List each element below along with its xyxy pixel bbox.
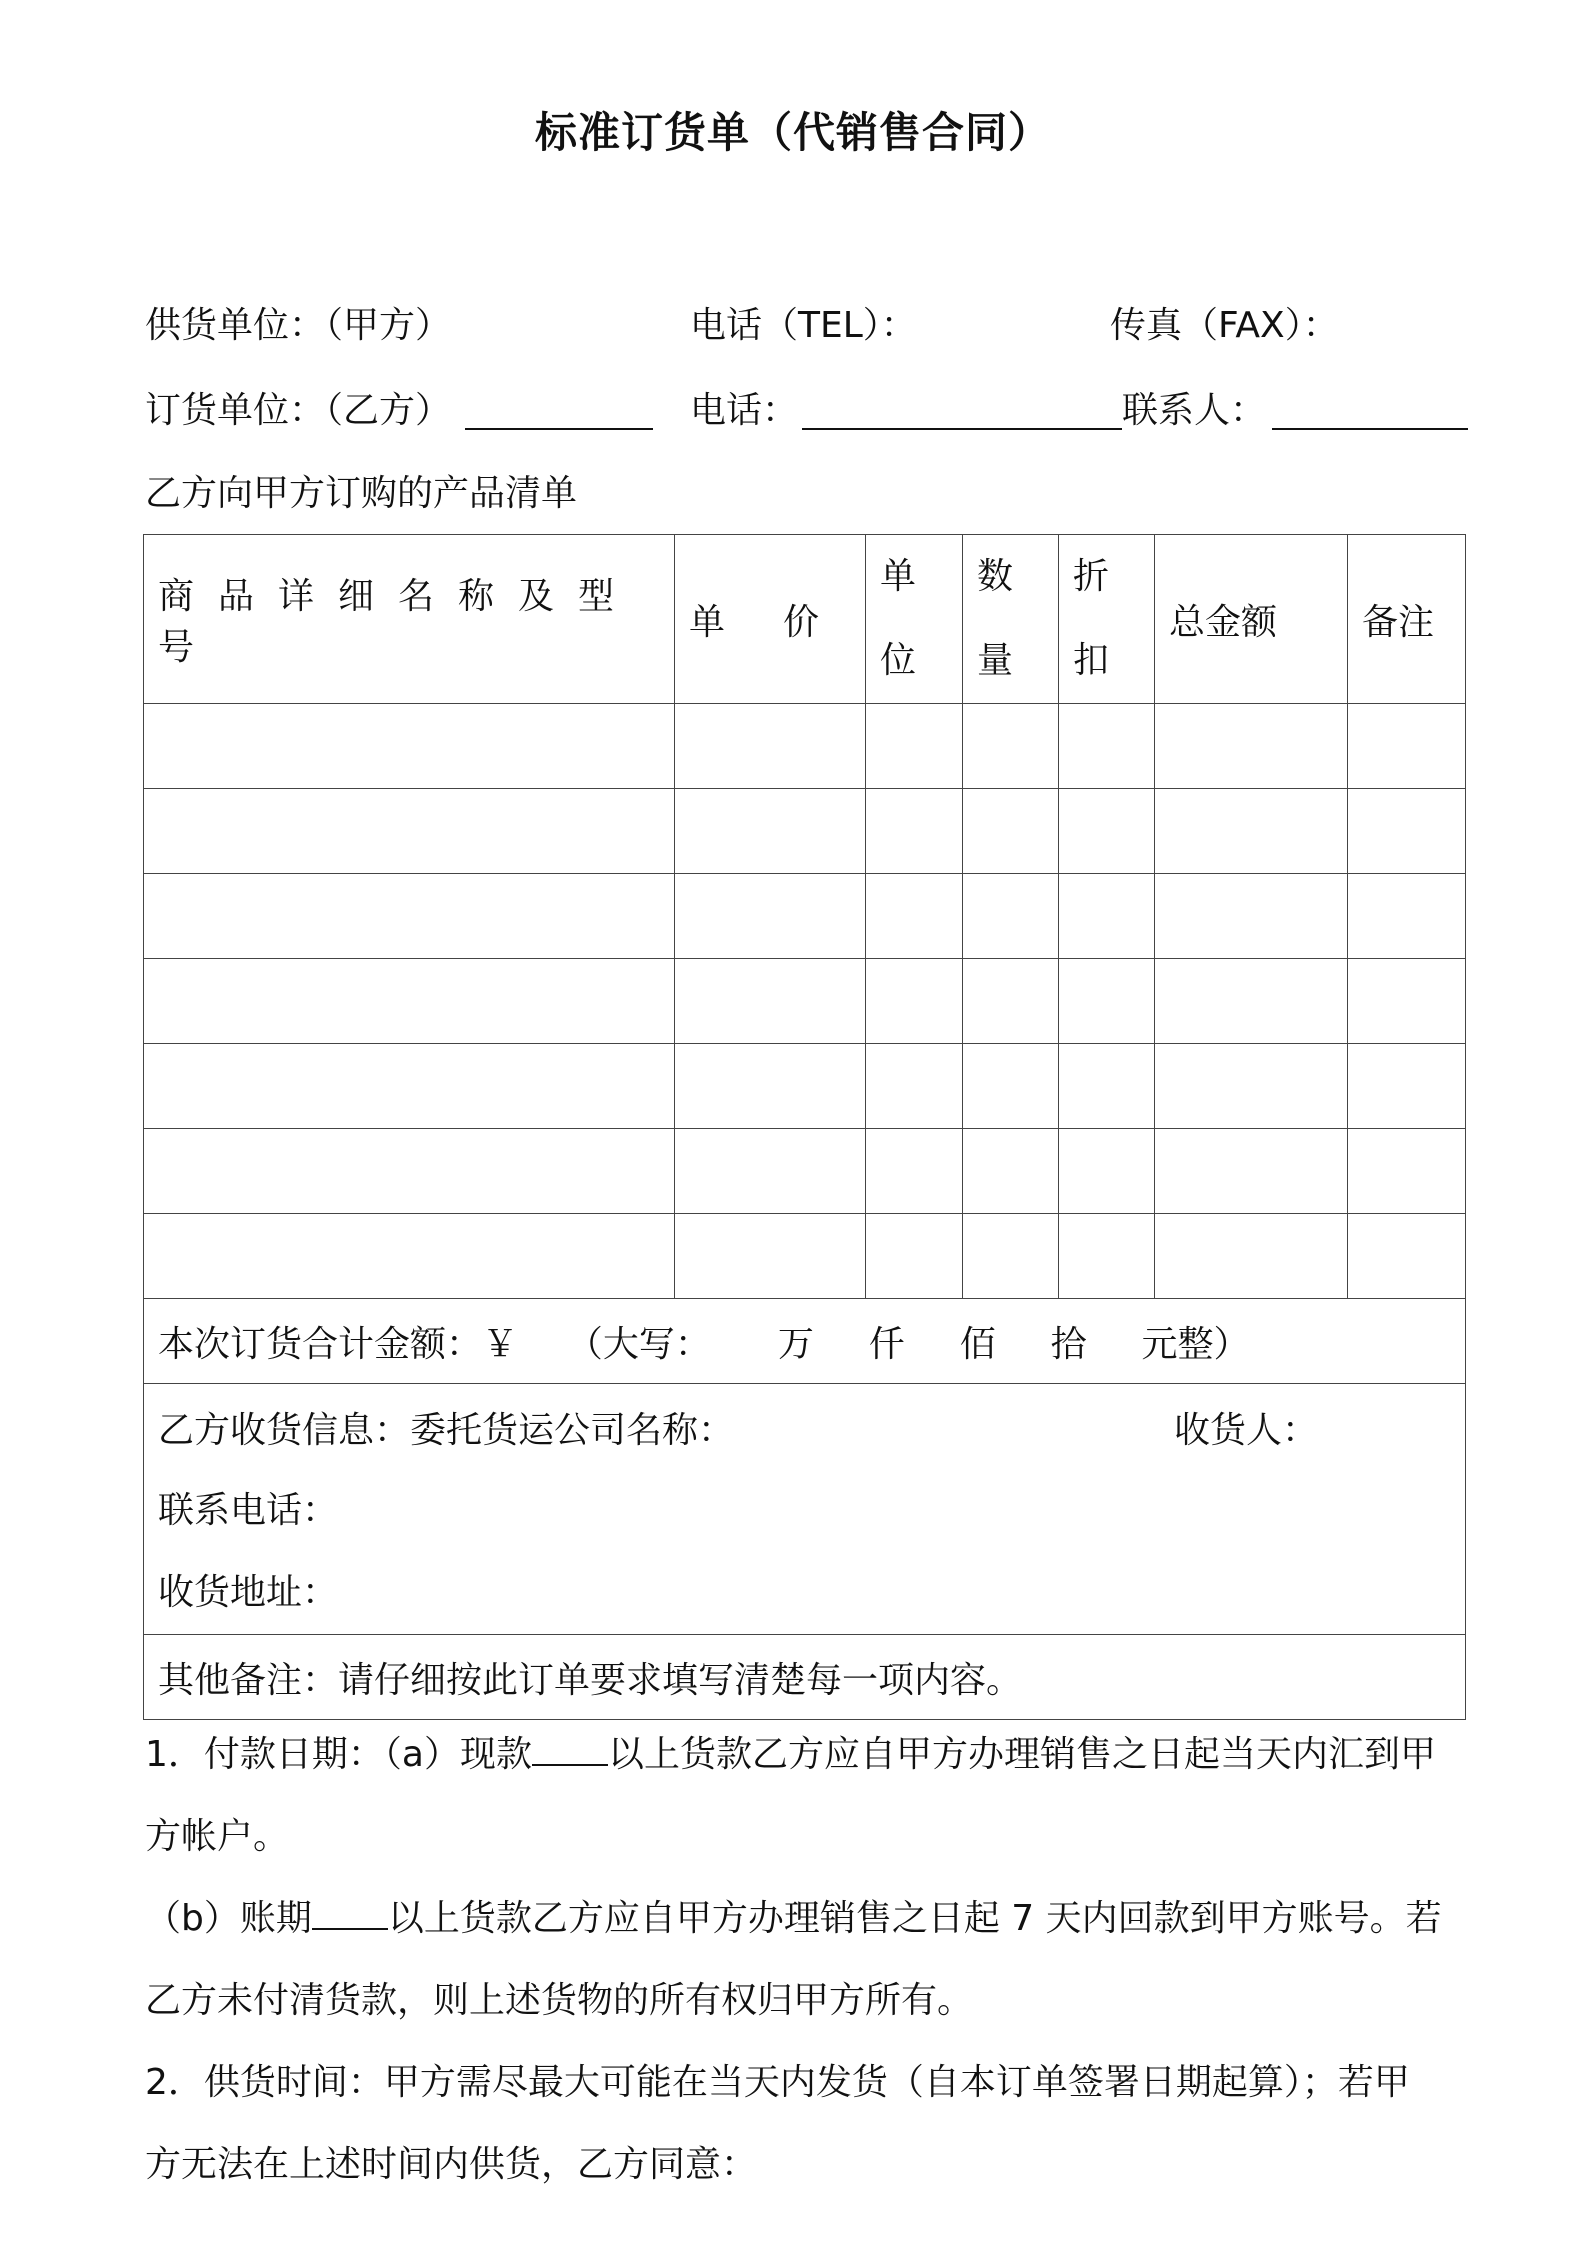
table-header-row (144, 535, 1466, 704)
price-cell[interactable] (675, 874, 866, 959)
price-cell[interactable] (675, 959, 866, 1044)
unit-bai: 佰 (959, 1323, 996, 1365)
qty-cell[interactable] (963, 959, 1059, 1044)
term-1-line (145, 1726, 1436, 1777)
name-cell[interactable] (144, 1129, 675, 1214)
order-total-cell[interactable] (144, 1299, 1466, 1384)
price-cell[interactable] (675, 1044, 866, 1129)
buyer-name-field[interactable] (465, 428, 653, 430)
price-cell[interactable] (675, 704, 866, 789)
name-cell[interactable] (144, 1214, 675, 1299)
table-row (144, 704, 1466, 789)
total-cell[interactable] (1155, 704, 1348, 789)
discount-cell[interactable] (1059, 874, 1155, 959)
col-total-header: 总金额 (1155, 535, 1348, 704)
col-remark-header: 备注 (1348, 535, 1466, 704)
discount-cell[interactable] (1059, 1214, 1155, 1299)
buyer-tel-label: 电话： (690, 390, 799, 431)
remark-cell[interactable] (1348, 874, 1466, 959)
term-1-start: 1．付款日期：（a）现款 (145, 1734, 532, 1775)
col-discount-header: 折 扣 (1059, 535, 1155, 704)
table-row (144, 1214, 1466, 1299)
unit-cell[interactable] (866, 959, 963, 1044)
term-1-end: 以上货款乙方应自甲方办理销售之日起当天内汇到甲 (607, 1734, 1436, 1775)
col-price-header: 单 价 (675, 535, 866, 704)
remark-cell[interactable] (1348, 1129, 1466, 1214)
other-note-cell: 其他备注：请仔细按此订单要求填写清楚每一项内容。 (144, 1635, 1466, 1720)
name-cell[interactable] (144, 959, 675, 1044)
order-total-row (144, 1299, 1466, 1384)
unit-qian: 仟 (868, 1323, 905, 1365)
supplier-label: 供货单位：（甲方） (145, 305, 452, 346)
total-cell[interactable] (1155, 1214, 1348, 1299)
cash-blank-field[interactable] (532, 1732, 608, 1766)
total-cell[interactable] (1155, 959, 1348, 1044)
table-row (144, 874, 1466, 959)
unit-cell[interactable] (866, 1214, 963, 1299)
col-qty-header: 数 量 (963, 535, 1059, 704)
buyer-tel-field[interactable] (802, 428, 1122, 430)
receive-phone-label: 联系电话： (158, 1490, 339, 1531)
unit-shi: 拾 (1050, 1323, 1087, 1365)
qty-cell[interactable] (963, 789, 1059, 874)
total-cell[interactable] (1155, 1044, 1348, 1129)
product-list-heading: 乙方向甲方订购的产品清单 (145, 473, 578, 514)
qty-cell[interactable] (963, 1129, 1059, 1214)
remark-cell[interactable] (1348, 959, 1466, 1044)
contact-field[interactable] (1272, 428, 1468, 430)
term-2-line-1: 2．供货时间：甲方需尽最大可能在当天内发货（自本订单签署日期起算）；若甲 (145, 2062, 1410, 2103)
discount-cell[interactable] (1059, 789, 1155, 874)
discount-cell[interactable] (1059, 1044, 1155, 1129)
table-row (144, 789, 1466, 874)
credit-blank-field[interactable] (312, 1896, 388, 1930)
discount-cell[interactable] (1059, 704, 1155, 789)
qty-cell[interactable] (963, 1044, 1059, 1129)
unit-wan: 万 (777, 1323, 814, 1365)
qty-cell[interactable] (963, 704, 1059, 789)
receive-info-cell[interactable] (144, 1384, 1466, 1635)
carrier-label: 乙方收货信息：委托货运公司名称： (158, 1410, 735, 1451)
term-2-line-2: 方无法在上述时间内供货，乙方同意： (145, 2144, 758, 2185)
remark-cell[interactable] (1348, 789, 1466, 874)
term-1b-end: 以上货款乙方应自甲方办理销售之日起 7 天内回款到甲方账号。若 (387, 1898, 1442, 1939)
document-title: 标准订货单（代销售合同） (534, 108, 1051, 157)
receive-info-row (144, 1384, 1466, 1635)
discount-cell[interactable] (1059, 1129, 1155, 1214)
supplier-tel-label: 电话（TEL）： (690, 305, 917, 346)
term-1b-line (145, 1890, 1442, 1941)
total-upper-label: （大写： (566, 1323, 711, 1365)
term-1b-continued: 乙方未付清货款，则上述货物的所有权归甲方所有。 (145, 1980, 974, 2021)
name-cell[interactable] (144, 874, 675, 959)
table-row (144, 1129, 1466, 1214)
total-cell[interactable] (1155, 789, 1348, 874)
unit-yuan: 元整） (1141, 1323, 1250, 1365)
name-cell[interactable] (144, 1044, 675, 1129)
unit-cell[interactable] (866, 1044, 963, 1129)
name-cell[interactable] (144, 704, 675, 789)
total-cell[interactable] (1155, 1129, 1348, 1214)
qty-cell[interactable] (963, 1214, 1059, 1299)
price-cell[interactable] (675, 789, 866, 874)
unit-cell[interactable] (866, 789, 963, 874)
name-cell[interactable] (144, 789, 675, 874)
term-1-continued: 方帐户。 (145, 1816, 290, 1857)
remark-cell[interactable] (1348, 1044, 1466, 1129)
total-cell[interactable] (1155, 874, 1348, 959)
price-cell[interactable] (675, 1214, 866, 1299)
remark-cell[interactable] (1348, 1214, 1466, 1299)
unit-cell[interactable] (866, 1129, 963, 1214)
buyer-label: 订货单位：（乙方） (145, 390, 452, 431)
price-cell[interactable] (675, 1129, 866, 1214)
table-row (144, 1044, 1466, 1129)
table-row (144, 959, 1466, 1044)
order-table (143, 534, 1466, 1720)
total-amount-label: 本次订货合计金额：￥ (158, 1323, 519, 1365)
receiver-label: 收货人： (1174, 1410, 1319, 1451)
col-name-header: 商品详细名称及型号 (144, 535, 675, 704)
discount-cell[interactable] (1059, 959, 1155, 1044)
unit-cell[interactable] (866, 874, 963, 959)
contact-label: 联系人： (1122, 390, 1267, 431)
qty-cell[interactable] (963, 874, 1059, 959)
supplier-fax-label: 传真（FAX）： (1110, 305, 1339, 346)
col-unit-header: 单 位 (866, 535, 963, 704)
remark-cell[interactable] (1348, 704, 1466, 789)
term-1b-start: （b）账期 (145, 1898, 312, 1939)
other-note-row (144, 1635, 1466, 1720)
unit-cell[interactable] (866, 704, 963, 789)
receive-address-label: 收货地址： (158, 1572, 339, 1613)
